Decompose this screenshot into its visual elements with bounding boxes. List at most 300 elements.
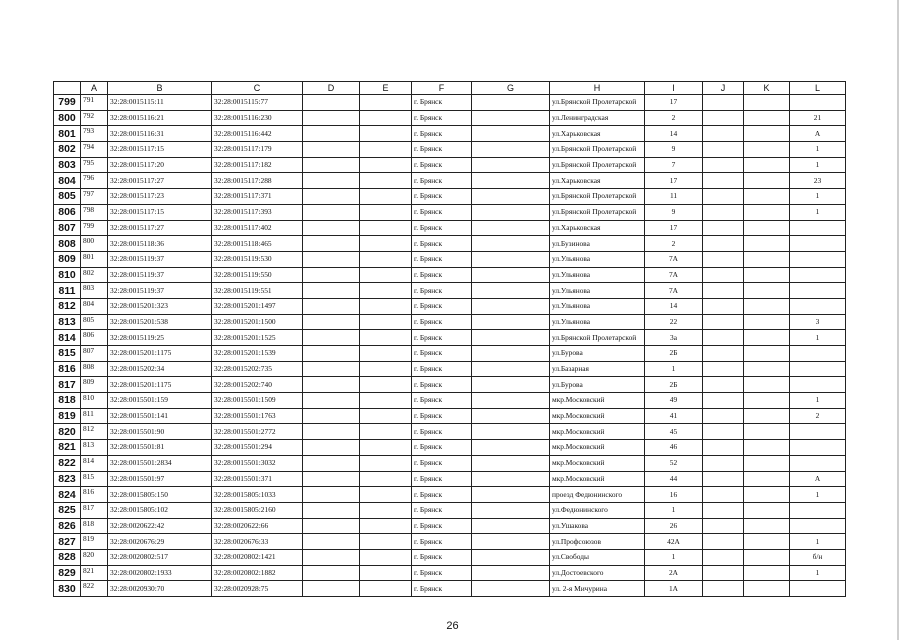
cell-l[interactable] (790, 377, 846, 393)
cell-l[interactable] (790, 346, 846, 362)
cell-j[interactable] (703, 581, 744, 597)
cell-c[interactable]: 32:28:0020802:1882 (212, 565, 303, 581)
cell-i[interactable]: 2 (645, 110, 703, 126)
cell-j[interactable] (703, 424, 744, 440)
cell-g[interactable] (472, 565, 550, 581)
cell-b[interactable]: 32:28:0015117:27 (108, 173, 212, 189)
row-number[interactable]: 801 (54, 126, 81, 142)
cell-d[interactable] (303, 298, 360, 314)
cell-i[interactable]: 49 (645, 393, 703, 409)
cell-d[interactable] (303, 330, 360, 346)
cell-l[interactable] (790, 95, 846, 111)
cell-b[interactable]: 32:28:0020676:29 (108, 534, 212, 550)
cell-d[interactable] (303, 95, 360, 111)
cell-d[interactable] (303, 565, 360, 581)
cell-f[interactable]: г. Брянск (412, 251, 472, 267)
cell-j[interactable] (703, 251, 744, 267)
cell-i[interactable]: 2 (645, 236, 703, 252)
cell-k[interactable] (744, 126, 790, 142)
cell-g[interactable] (472, 95, 550, 111)
cell-f[interactable]: г. Брянск (412, 346, 472, 362)
cell-k[interactable] (744, 204, 790, 220)
cell-f[interactable]: г. Брянск (412, 298, 472, 314)
cell-i[interactable]: 9 (645, 142, 703, 158)
cell-g[interactable] (472, 157, 550, 173)
cell-k[interactable] (744, 377, 790, 393)
cell-d[interactable] (303, 142, 360, 158)
cell-d[interactable] (303, 502, 360, 518)
cell-g[interactable] (472, 346, 550, 362)
cell-f[interactable]: г. Брянск (412, 408, 472, 424)
cell-h[interactable]: ул.Брянской Пролетарской (550, 330, 645, 346)
cell-j[interactable] (703, 330, 744, 346)
row-number[interactable]: 799 (54, 95, 81, 111)
cell-l[interactable] (790, 502, 846, 518)
cell-a[interactable]: 804 (81, 298, 108, 314)
column-header-f[interactable]: F (412, 82, 472, 95)
cell-a[interactable]: 805 (81, 314, 108, 330)
cell-i[interactable]: 42А (645, 534, 703, 550)
cell-h[interactable]: ул.Ленинградская (550, 110, 645, 126)
column-header-b[interactable]: B (108, 82, 212, 95)
cell-b[interactable]: 32:28:0015116:31 (108, 126, 212, 142)
cell-a[interactable]: 801 (81, 251, 108, 267)
cell-f[interactable]: г. Брянск (412, 95, 472, 111)
cell-j[interactable] (703, 220, 744, 236)
cell-l[interactable] (790, 220, 846, 236)
column-header-h[interactable]: H (550, 82, 645, 95)
cell-b[interactable]: 32:28:0015501:141 (108, 408, 212, 424)
cell-l[interactable]: 1 (790, 534, 846, 550)
cell-h[interactable]: ул.Бузинова (550, 236, 645, 252)
cell-e[interactable] (360, 267, 412, 283)
cell-a[interactable]: 810 (81, 393, 108, 409)
cell-i[interactable]: 7А (645, 267, 703, 283)
cell-e[interactable] (360, 393, 412, 409)
column-header-e[interactable]: E (360, 82, 412, 95)
row-number[interactable]: 827 (54, 534, 81, 550)
cell-c[interactable]: 32:28:0015501:1763 (212, 408, 303, 424)
row-number[interactable]: 803 (54, 157, 81, 173)
cell-g[interactable] (472, 173, 550, 189)
cell-e[interactable] (360, 173, 412, 189)
cell-c[interactable]: 32:28:0015115:77 (212, 95, 303, 111)
cell-c[interactable]: 32:28:0015501:371 (212, 471, 303, 487)
cell-e[interactable] (360, 298, 412, 314)
cell-i[interactable]: 2Б (645, 377, 703, 393)
cell-i[interactable]: 1 (645, 502, 703, 518)
cell-a[interactable]: 796 (81, 173, 108, 189)
cell-a[interactable]: 800 (81, 236, 108, 252)
cell-a[interactable]: 820 (81, 549, 108, 565)
cell-d[interactable] (303, 377, 360, 393)
cell-f[interactable]: г. Брянск (412, 220, 472, 236)
cell-j[interactable] (703, 298, 744, 314)
cell-e[interactable] (360, 361, 412, 377)
cell-i[interactable]: 17 (645, 220, 703, 236)
cell-g[interactable] (472, 502, 550, 518)
cell-a[interactable]: 793 (81, 126, 108, 142)
cell-d[interactable] (303, 236, 360, 252)
cell-i[interactable]: 1 (645, 549, 703, 565)
cell-h[interactable]: ул.Ушакова (550, 518, 645, 534)
cell-b[interactable]: 32:28:0015805:150 (108, 487, 212, 503)
cell-a[interactable]: 814 (81, 455, 108, 471)
cell-e[interactable] (360, 487, 412, 503)
cell-e[interactable] (360, 126, 412, 142)
cell-d[interactable] (303, 251, 360, 267)
cell-a[interactable]: 809 (81, 377, 108, 393)
cell-j[interactable] (703, 110, 744, 126)
cell-h[interactable]: ул.Федюнинского (550, 502, 645, 518)
row-number[interactable]: 813 (54, 314, 81, 330)
cell-d[interactable] (303, 204, 360, 220)
cell-j[interactable] (703, 455, 744, 471)
cell-g[interactable] (472, 440, 550, 456)
cell-j[interactable] (703, 393, 744, 409)
cell-d[interactable] (303, 220, 360, 236)
cell-d[interactable] (303, 110, 360, 126)
cell-l[interactable]: 1 (790, 565, 846, 581)
cell-a[interactable]: 821 (81, 565, 108, 581)
cell-f[interactable]: г. Брянск (412, 267, 472, 283)
cell-h[interactable]: ул.Ульянова (550, 314, 645, 330)
row-number[interactable]: 807 (54, 220, 81, 236)
cell-h[interactable]: ул.Брянской Пролетарской (550, 142, 645, 158)
cell-f[interactable]: г. Брянск (412, 581, 472, 597)
cell-j[interactable] (703, 361, 744, 377)
cell-a[interactable]: 791 (81, 95, 108, 111)
cell-l[interactable]: 1 (790, 487, 846, 503)
cell-d[interactable] (303, 126, 360, 142)
cell-k[interactable] (744, 267, 790, 283)
cell-b[interactable]: 32:28:0015119:37 (108, 267, 212, 283)
cell-b[interactable]: 32:28:0015805:102 (108, 502, 212, 518)
cell-k[interactable] (744, 283, 790, 299)
cell-b[interactable]: 32:28:0015117:20 (108, 157, 212, 173)
cell-g[interactable] (472, 424, 550, 440)
cell-f[interactable]: г. Брянск (412, 330, 472, 346)
cell-i[interactable]: 41 (645, 408, 703, 424)
cell-l[interactable]: 1 (790, 142, 846, 158)
cell-k[interactable] (744, 440, 790, 456)
cell-a[interactable]: 797 (81, 189, 108, 205)
cell-b[interactable]: 32:28:0020622:42 (108, 518, 212, 534)
cell-k[interactable] (744, 393, 790, 409)
cell-i[interactable]: 16 (645, 487, 703, 503)
cell-k[interactable] (744, 95, 790, 111)
cell-j[interactable] (703, 267, 744, 283)
cell-h[interactable]: проезд Федюнинского (550, 487, 645, 503)
cell-g[interactable] (472, 393, 550, 409)
cell-e[interactable] (360, 95, 412, 111)
cell-i[interactable]: 17 (645, 173, 703, 189)
row-number[interactable]: 805 (54, 189, 81, 205)
cell-f[interactable]: г. Брянск (412, 126, 472, 142)
cell-a[interactable]: 798 (81, 204, 108, 220)
cell-e[interactable] (360, 377, 412, 393)
cell-j[interactable] (703, 204, 744, 220)
cell-i[interactable]: 7А (645, 251, 703, 267)
column-header-i[interactable]: I (645, 82, 703, 95)
cell-h[interactable]: ул.Бурова (550, 377, 645, 393)
cell-h[interactable]: мкр.Московский (550, 440, 645, 456)
cell-e[interactable] (360, 236, 412, 252)
cell-d[interactable] (303, 534, 360, 550)
cell-e[interactable] (360, 408, 412, 424)
cell-f[interactable]: г. Брянск (412, 440, 472, 456)
column-header-c[interactable]: C (212, 82, 303, 95)
cell-e[interactable] (360, 581, 412, 597)
cell-f[interactable]: г. Брянск (412, 157, 472, 173)
cell-f[interactable]: г. Брянск (412, 455, 472, 471)
cell-g[interactable] (472, 251, 550, 267)
cell-b[interactable]: 32:28:0015202:34 (108, 361, 212, 377)
cell-h[interactable]: ул.Харьковская (550, 173, 645, 189)
cell-c[interactable]: 32:28:0015202:735 (212, 361, 303, 377)
cell-g[interactable] (472, 549, 550, 565)
cell-l[interactable]: 1 (790, 393, 846, 409)
cell-c[interactable]: 32:28:0015201:1500 (212, 314, 303, 330)
cell-c[interactable]: 32:28:0015501:3032 (212, 455, 303, 471)
cell-c[interactable]: 32:28:0015117:402 (212, 220, 303, 236)
cell-e[interactable] (360, 518, 412, 534)
cell-b[interactable]: 32:28:0015501:90 (108, 424, 212, 440)
corner-header[interactable] (54, 82, 81, 95)
cell-b[interactable]: 32:28:0015201:1175 (108, 377, 212, 393)
cell-f[interactable]: г. Брянск (412, 110, 472, 126)
cell-g[interactable] (472, 189, 550, 205)
cell-b[interactable]: 32:28:0015119:37 (108, 283, 212, 299)
cell-c[interactable]: 32:28:0020928:75 (212, 581, 303, 597)
cell-c[interactable]: 32:28:0015119:530 (212, 251, 303, 267)
cell-k[interactable] (744, 581, 790, 597)
cell-j[interactable] (703, 157, 744, 173)
cell-e[interactable] (360, 314, 412, 330)
cell-e[interactable] (360, 283, 412, 299)
cell-k[interactable] (744, 110, 790, 126)
cell-g[interactable] (472, 518, 550, 534)
cell-i[interactable]: 9 (645, 204, 703, 220)
cell-h[interactable]: ул.Профсоюзов (550, 534, 645, 550)
cell-l[interactable]: А (790, 471, 846, 487)
cell-d[interactable] (303, 408, 360, 424)
cell-j[interactable] (703, 189, 744, 205)
cell-c[interactable]: 32:28:0015201:1525 (212, 330, 303, 346)
cell-j[interactable] (703, 408, 744, 424)
cell-j[interactable] (703, 126, 744, 142)
cell-l[interactable]: А (790, 126, 846, 142)
cell-h[interactable]: мкр.Московский (550, 471, 645, 487)
cell-a[interactable]: 794 (81, 142, 108, 158)
row-number[interactable]: 806 (54, 204, 81, 220)
row-number[interactable]: 815 (54, 346, 81, 362)
cell-f[interactable]: г. Брянск (412, 361, 472, 377)
cell-i[interactable]: 45 (645, 424, 703, 440)
cell-d[interactable] (303, 581, 360, 597)
cell-b[interactable]: 32:28:0015117:27 (108, 220, 212, 236)
cell-c[interactable]: 32:28:0015805:2160 (212, 502, 303, 518)
cell-l[interactable] (790, 455, 846, 471)
cell-e[interactable] (360, 455, 412, 471)
cell-f[interactable]: г. Брянск (412, 424, 472, 440)
row-number[interactable]: 816 (54, 361, 81, 377)
cell-i[interactable]: 46 (645, 440, 703, 456)
cell-k[interactable] (744, 487, 790, 503)
cell-j[interactable] (703, 173, 744, 189)
cell-d[interactable] (303, 314, 360, 330)
cell-a[interactable]: 819 (81, 534, 108, 550)
cell-j[interactable] (703, 502, 744, 518)
cell-j[interactable] (703, 487, 744, 503)
cell-c[interactable]: 32:28:0015116:230 (212, 110, 303, 126)
cell-c[interactable]: 32:28:0015117:182 (212, 157, 303, 173)
cell-b[interactable]: 32:28:0020802:517 (108, 549, 212, 565)
cell-h[interactable]: ул. 2-я Мичурина (550, 581, 645, 597)
cell-d[interactable] (303, 346, 360, 362)
cell-k[interactable] (744, 471, 790, 487)
cell-e[interactable] (360, 204, 412, 220)
cell-j[interactable] (703, 471, 744, 487)
column-header-k[interactable]: K (744, 82, 790, 95)
cell-b[interactable]: 32:28:0015501:81 (108, 440, 212, 456)
cell-d[interactable] (303, 361, 360, 377)
cell-a[interactable]: 817 (81, 502, 108, 518)
cell-h[interactable]: ул.Харьковская (550, 220, 645, 236)
cell-i[interactable]: 52 (645, 455, 703, 471)
row-number[interactable]: 826 (54, 518, 81, 534)
cell-c[interactable]: 32:28:0015201:1539 (212, 346, 303, 362)
cell-f[interactable]: г. Брянск (412, 393, 472, 409)
cell-h[interactable]: мкр.Московский (550, 455, 645, 471)
cell-d[interactable] (303, 471, 360, 487)
cell-l[interactable]: 1 (790, 157, 846, 173)
cell-e[interactable] (360, 110, 412, 126)
cell-c[interactable]: 32:28:0020622:66 (212, 518, 303, 534)
row-number[interactable]: 820 (54, 424, 81, 440)
cell-j[interactable] (703, 377, 744, 393)
cell-k[interactable] (744, 424, 790, 440)
row-number[interactable]: 817 (54, 377, 81, 393)
cell-f[interactable]: г. Брянск (412, 236, 472, 252)
cell-b[interactable]: 32:28:0015501:2834 (108, 455, 212, 471)
cell-b[interactable]: 32:28:0020802:1933 (108, 565, 212, 581)
cell-b[interactable]: 32:28:0015117:15 (108, 142, 212, 158)
cell-l[interactable] (790, 581, 846, 597)
cell-c[interactable]: 32:28:0015501:294 (212, 440, 303, 456)
cell-g[interactable] (472, 455, 550, 471)
cell-i[interactable]: 14 (645, 126, 703, 142)
cell-c[interactable]: 32:28:0015805:1033 (212, 487, 303, 503)
cell-d[interactable] (303, 487, 360, 503)
cell-l[interactable]: 1 (790, 189, 846, 205)
cell-c[interactable]: 32:28:0015117:393 (212, 204, 303, 220)
cell-e[interactable] (360, 502, 412, 518)
cell-c[interactable]: 32:28:0015201:1497 (212, 298, 303, 314)
cell-i[interactable]: 26 (645, 518, 703, 534)
cell-g[interactable] (472, 204, 550, 220)
cell-h[interactable]: ул.Ульянова (550, 251, 645, 267)
cell-i[interactable]: 14 (645, 298, 703, 314)
cell-j[interactable] (703, 440, 744, 456)
cell-g[interactable] (472, 142, 550, 158)
cell-k[interactable] (744, 298, 790, 314)
cell-c[interactable]: 32:28:0020676:33 (212, 534, 303, 550)
cell-b[interactable]: 32:28:0015116:21 (108, 110, 212, 126)
cell-j[interactable] (703, 534, 744, 550)
cell-k[interactable] (744, 408, 790, 424)
cell-i[interactable]: 44 (645, 471, 703, 487)
cell-a[interactable]: 812 (81, 424, 108, 440)
cell-k[interactable] (744, 173, 790, 189)
cell-j[interactable] (703, 549, 744, 565)
cell-i[interactable]: 2Б (645, 346, 703, 362)
cell-h[interactable]: мкр.Московский (550, 424, 645, 440)
cell-a[interactable]: 811 (81, 408, 108, 424)
column-header-j[interactable]: J (703, 82, 744, 95)
cell-a[interactable]: 815 (81, 471, 108, 487)
cell-l[interactable] (790, 440, 846, 456)
cell-l[interactable] (790, 298, 846, 314)
cell-j[interactable] (703, 346, 744, 362)
cell-k[interactable] (744, 361, 790, 377)
row-number[interactable]: 821 (54, 440, 81, 456)
cell-h[interactable]: ул.Харьковская (550, 126, 645, 142)
cell-b[interactable]: 32:28:0015201:323 (108, 298, 212, 314)
cell-h[interactable]: ул.Брянской Пролетарской (550, 204, 645, 220)
cell-a[interactable]: 802 (81, 267, 108, 283)
cell-k[interactable] (744, 534, 790, 550)
cell-l[interactable]: 2 (790, 408, 846, 424)
cell-b[interactable]: 32:28:0015118:36 (108, 236, 212, 252)
cell-g[interactable] (472, 408, 550, 424)
cell-e[interactable] (360, 424, 412, 440)
row-number[interactable]: 818 (54, 393, 81, 409)
column-header-d[interactable]: D (303, 82, 360, 95)
cell-k[interactable] (744, 565, 790, 581)
cell-l[interactable]: 21 (790, 110, 846, 126)
cell-a[interactable]: 795 (81, 157, 108, 173)
row-number[interactable]: 811 (54, 283, 81, 299)
cell-b[interactable]: 32:28:0015115:11 (108, 95, 212, 111)
cell-c[interactable]: 32:28:0020802:1421 (212, 549, 303, 565)
row-number[interactable]: 812 (54, 298, 81, 314)
row-number[interactable]: 823 (54, 471, 81, 487)
cell-a[interactable]: 808 (81, 361, 108, 377)
cell-a[interactable]: 822 (81, 581, 108, 597)
cell-g[interactable] (472, 471, 550, 487)
cell-l[interactable]: 3 (790, 314, 846, 330)
cell-e[interactable] (360, 440, 412, 456)
cell-l[interactable] (790, 267, 846, 283)
cell-f[interactable]: г. Брянск (412, 487, 472, 503)
cell-g[interactable] (472, 220, 550, 236)
row-number[interactable]: 808 (54, 236, 81, 252)
cell-i[interactable]: 11 (645, 189, 703, 205)
cell-d[interactable] (303, 267, 360, 283)
column-header-g[interactable]: G (472, 82, 550, 95)
cell-f[interactable]: г. Брянск (412, 565, 472, 581)
cell-c[interactable]: 32:28:0015117:179 (212, 142, 303, 158)
row-number[interactable]: 809 (54, 251, 81, 267)
cell-a[interactable]: 816 (81, 487, 108, 503)
cell-g[interactable] (472, 314, 550, 330)
cell-e[interactable] (360, 471, 412, 487)
cell-f[interactable]: г. Брянск (412, 549, 472, 565)
cell-l[interactable] (790, 236, 846, 252)
cell-b[interactable]: 32:28:0015501:97 (108, 471, 212, 487)
cell-e[interactable] (360, 220, 412, 236)
